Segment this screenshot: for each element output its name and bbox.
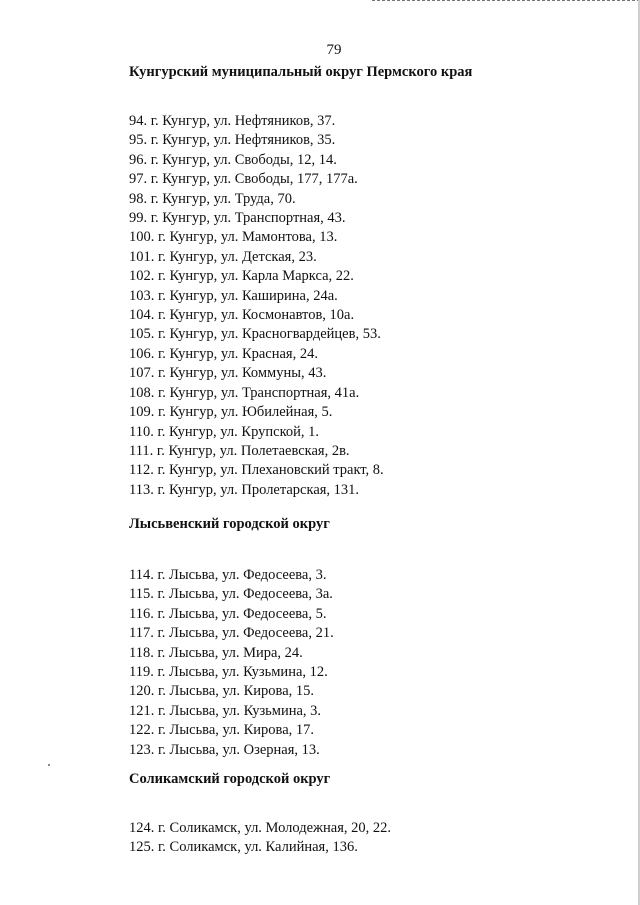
address-entry: 104. г. Кунгур, ул. Космонавтов, 10а. [129,307,355,324]
address-entry: 125. г. Соликамск, ул. Калийная, 136. [129,839,358,856]
scan-speck [48,764,50,766]
section-solikamsk [129,771,391,858]
address-entry: 100. г. Кунгур, ул. Мамонтова, 13. [129,229,338,246]
address-entry: 114. г. Лысьва, ул. Федосеева, 3. [129,567,327,583]
address-entry: 117. г. Лысьва, ул. Федосеева, 21. [129,625,334,642]
address-entry: 113. г. Кунгур, ул. Пролетарская, 131. [129,481,360,498]
address-list [129,819,391,858]
address-entry: 116. г. Лысьва, ул. Федосеева, 5. [129,605,327,622]
section-kungur [129,64,472,500]
address-entry: 101. г. Кунгур, ул. Детская, 23. [129,248,317,265]
address-entry: 119. г. Лысьва, ул. Кузьмина, 12. [129,664,328,681]
address-entry: 107. г. Кунгур, ул. Коммуны, 43. [129,365,327,382]
page-number: 79 [326,42,342,58]
address-entry: 121. г. Лысьва, ул. Кузьмина, 3. [129,702,322,719]
address-entry: 110. г. Кунгур, ул. Крупской, 1. [129,423,320,440]
section-title: Кунгурский муниципальный округ Пермского края [129,64,473,80]
address-entry: 98. г. Кунгур, ул. Труда, 70. [129,190,296,207]
address-entry: 108. г. Кунгур, ул. Транспортная, 41а. [129,384,360,401]
address-list [129,566,334,760]
address-entry: 105. г. Кунгур, ул. Красногвардейцев, 53. [129,326,381,343]
section-title: Соликамский городской округ [129,771,331,787]
address-entry: 120. г. Лысьва, ул. Кирова, 15. [129,683,315,700]
section-lysva [129,516,334,760]
address-entry: 111. г. Кунгур, ул. Полетаевская, 2в. [129,442,350,459]
address-entry: 103. г. Кунгур, ул. Каширина, 24а. [129,287,338,304]
address-entry: 115. г. Лысьва, ул. Федосеева, 3а. [129,586,333,603]
address-entry: 97. г. Кунгур, ул. Свободы, 177, 177а. [129,171,358,188]
address-entry: 99. г. Кунгур, ул. Транспортная, 43. [129,210,346,227]
address-entry: 109. г. Кунгур, ул. Юбилейная, 5. [129,404,333,421]
address-entry: 124. г. Соликамск, ул. Молодежная, 20, 22. [129,820,392,836]
address-entry: 123. г. Лысьва, ул. Озерная, 13. [129,741,320,758]
scan-top-edge-mark [372,0,640,3]
address-entry: 96. г. Кунгур, ул. Свободы, 12, 14. [129,151,337,168]
address-entry: 112. г. Кунгур, ул. Плехановский тракт, 8. [129,462,384,479]
section-title: Лысьвенский городской округ [129,516,330,532]
address-entry: 122. г. Лысьва, ул. Кирова, 17. [129,722,315,739]
address-entry: 106. г. Кунгур, ул. Красная, 24. [129,345,318,362]
address-entry: 94. г. Кунгур, ул. Нефтяников, 37. [129,113,336,129]
address-entry: 102. г. Кунгур, ул. Карла Маркса, 22. [129,268,354,285]
address-list [129,112,472,500]
address-entry: 95. г. Кунгур, ул. Нефтяников, 35. [129,132,336,149]
address-entry: 118. г. Лысьва, ул. Мира, 24. [129,644,303,661]
